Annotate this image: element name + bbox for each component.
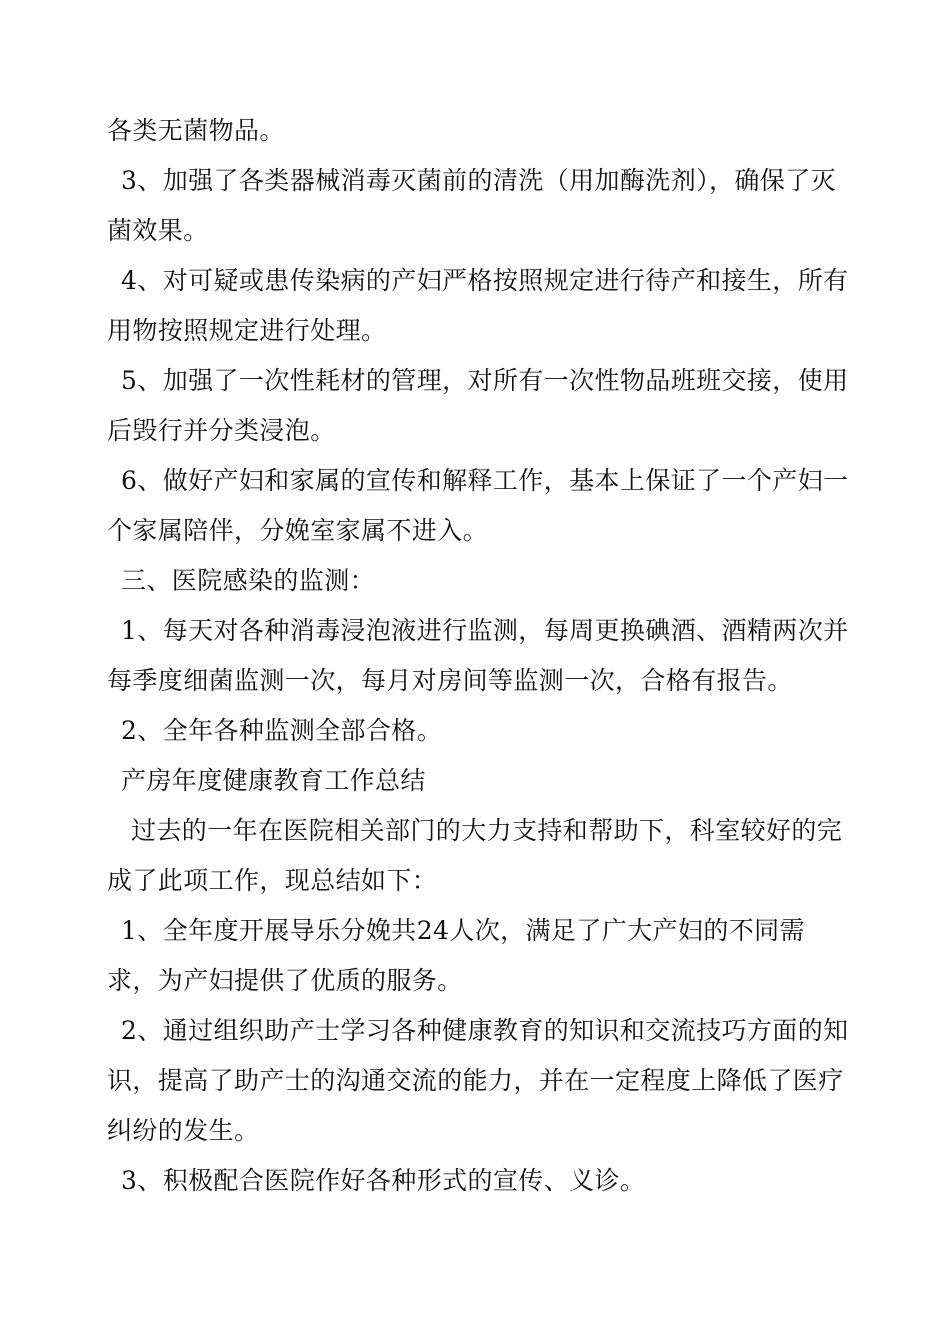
paragraph-education-1: 1、全年度开展导乐分娩共24人次，满足了广大产妇的不同需求，为产妇提供了优质的服务。 (107, 916, 805, 995)
paragraph-education-3: 3、积极配合医院作好各种形式的宣传、义诊。 (121, 1166, 646, 1195)
paragraph-item-6: 6、做好产妇和家属的宣传和解释工作，基本上保证了一个产妇一个家属陪伴，分娩室家属不进入。 (107, 466, 849, 545)
paragraph-item-4: 4、对可疑或患传染病的产妇严格按照规定进行待产和接生，所有用物按照规定进行处理。 (107, 266, 849, 345)
document-body (107, 106, 852, 1206)
paragraph-monitoring-1: 1、每天对各种消毒浸泡液进行监测，每周更换碘酒、酒精两次并每季度细菌监测一次，每月对房间等监测一次，合格有报告。 (107, 616, 849, 695)
paragraph-item-3: 3、加强了各类器械消毒灭菌前的清洗（用加酶洗剂），确保了灭菌效果。 (107, 166, 837, 245)
paragraph-monitoring-2: 2、全年各种监测全部合格。 (121, 716, 443, 745)
paragraph-continuation: 各类无菌物品。 (107, 116, 285, 145)
section-heading-monitoring: 三、医院感染的监测： (121, 566, 376, 595)
paragraph-intro: 过去的一年在医院相关部门的大力支持和帮助下，科室较好的完成了此项工作，现总结如下： (107, 816, 843, 895)
document-subtitle: 产房年度健康教育工作总结 (121, 766, 426, 795)
paragraph-item-5: 5、加强了一次性耗材的管理，对所有一次性物品班班交接，使用后毁行并分类浸泡。 (107, 366, 849, 445)
paragraph-education-2: 2、通过组织助产士学习各种健康教育的知识和交流技巧方面的知识，提高了助产士的沟通交流的能力，并在一定程度上降低了医疗纠纷的发生。 (107, 1016, 849, 1145)
